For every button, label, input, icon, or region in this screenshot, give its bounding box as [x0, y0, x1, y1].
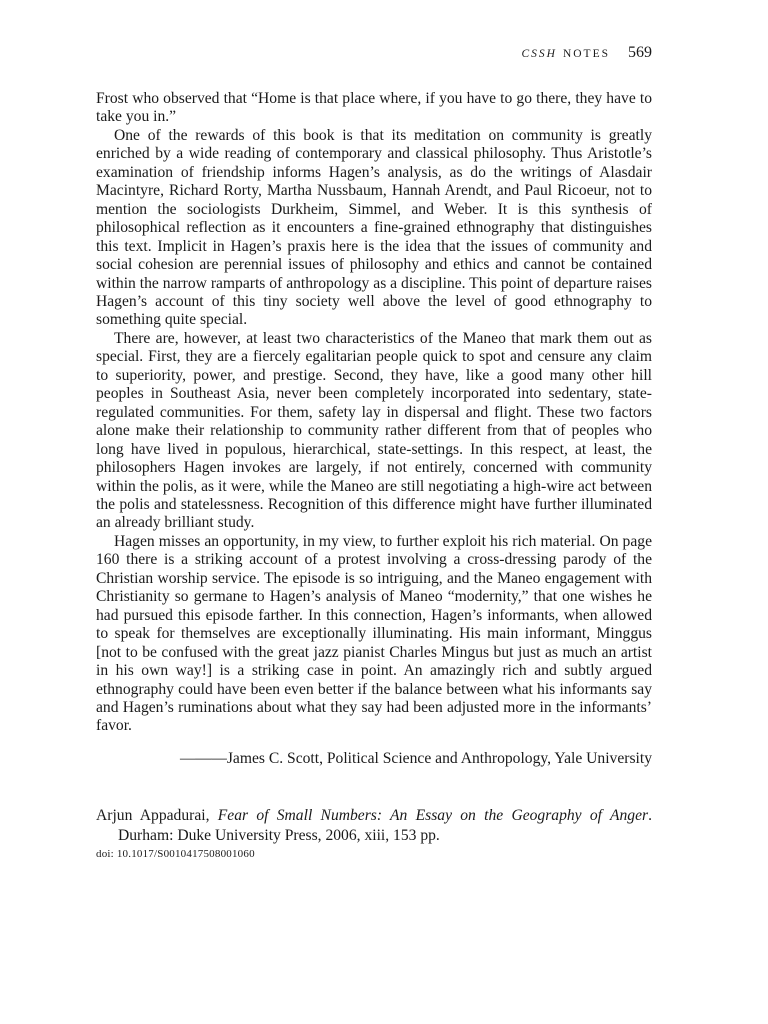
- running-head-journal: CSSH: [521, 48, 557, 60]
- running-head: [96, 44, 652, 66]
- paragraph: Hagen misses an opportunity, in my view, to further exploit his rich material. On page 160 there is a striking account of a protest involving a cross-dressing parody of the Christian worship service. The episode is so intriguing, and the Maneo engagement with Christianity so germane to Hagen’s analysis of Maneo “modernity,” that one wishes he had pursued this episode farther. In this connection, Hagen’s informants, when allowed to speak for themselves are exceptionally illuminating. His main informant, Minggus [not to be confused with the great jazz pianist Charles Mingus but just as much an artist in his own way!] is a striking case in point. An amazingly rich and subtly argued ethnography could have been even better if the balance between what his informants say and Hagen’s ruminations about what they say had been adjusted more in the informants’ favor.: [96, 532, 652, 735]
- paragraph: One of the rewards of this book is that its meditation on community is greatly enriched by a wide reading of contemporary and classical philosophy. Thus Aristotle’s examination of friendship informs Hagen’s analysis, as do the writings of Alasdair Macintyre, Richard Rorty, Martha Nussbaum, Hannah Arendt, and Paul Ricoeur, not to mention the sociologists Durkheim, Simmel, and Weber. It is this synthesis of philosophical reflection as it encounters a fine-grained ethnography that distinguishes this text. Implicit in Hagen’s praxis here is the idea that the issues of community and social cohesion are perennial issues of philosophy and ethics and cannot be contained within the narrow ramparts of anthropology as a discipline. This point of departure raises Hagen’s account of this tiny society well above the level of good ethnography to something quite special.: [96, 126, 652, 329]
- next-review-doi: doi: 10.1017/S0010417508001060: [96, 848, 255, 861]
- page-number: 569: [628, 44, 652, 61]
- next-review-publication: . Durham: Duke University Press, 2006, xiii, 153 pp.: [118, 807, 652, 844]
- review-body: [96, 90, 652, 736]
- next-review-title: Fear of Small Numbers: An Essay on the Geography of Anger: [217, 807, 649, 825]
- running-head-section: NOTES: [562, 48, 610, 60]
- next-review-author: Arjun Appadurai,: [96, 807, 210, 825]
- reviewer-signature: ———James C. Scott, Political Science and Anthropology, Yale University: [180, 749, 652, 767]
- next-review-citation: [96, 806, 652, 845]
- paragraph-continuation: Frost who observed that “Home is that place where, if you have to go there, they have to take you in.”: [96, 90, 652, 126]
- paragraph: There are, however, at least two characteristics of the Maneo that mark them out as special. First, they are a fiercely egalitarian people quick to spot and censure any claim to superiority, power, and prestige. Second, they have, like a good many other hill peoples in Southeast Asia, never been completely incorporated into sedentary, state-regulated communities. For them, safety lay in dispersal and flight. These two factors alone make their relationship to community rather different from that of peoples who long have lived in populous, hierarchical, state-settings. In this respect, at least, the philosophers Hagen invokes are largely, if not entirely, concerned with community within the polis, as it were, while the Maneo are still negotiating a high-wire act between the polis and statelessness. Recognition of this difference might have further illuminated an already brilliant study.: [96, 329, 652, 532]
- page: [96, 44, 652, 861]
